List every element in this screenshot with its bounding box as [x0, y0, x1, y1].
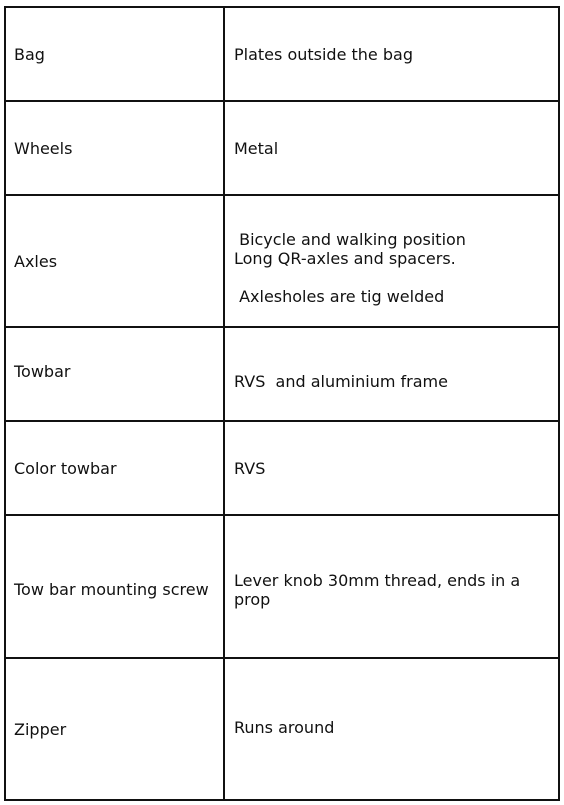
table-row [5, 421, 559, 515]
row-value-blank-line [234, 268, 548, 287]
row-value-line: Long QR-axles and spacers. [234, 249, 456, 268]
row-label [5, 327, 224, 421]
row-value-text: Metal [234, 138, 279, 158]
row-value [224, 7, 559, 101]
row-value-line: prop [234, 589, 271, 609]
row-label-text: Wheels [14, 138, 73, 158]
row-value-line: Bicycle and walking position [234, 230, 466, 249]
row-label-text: Color towbar [14, 458, 117, 478]
table-row [5, 195, 559, 327]
row-label-text: Bag [14, 44, 45, 64]
row-value [224, 101, 559, 195]
row-value [224, 327, 559, 421]
row-label [5, 7, 224, 101]
row-label-text: Axles [14, 251, 58, 271]
table-row [5, 658, 559, 800]
row-label-text: Towbar [14, 361, 71, 381]
row-label-text: Zipper [14, 719, 67, 739]
table-row [5, 101, 559, 195]
row-value [224, 658, 559, 800]
row-value-blank-line [234, 353, 548, 372]
table-row [5, 327, 559, 421]
row-label [5, 195, 224, 327]
row-value-text: RVS [234, 458, 266, 478]
row-label-text: Tow bar mounting screw [14, 580, 209, 599]
row-value [224, 421, 559, 515]
specifications-table [4, 6, 560, 801]
row-label [5, 421, 224, 515]
table-row [5, 7, 559, 101]
row-value-text: Plates outside the bag [234, 44, 413, 64]
row-label [5, 515, 224, 658]
row-label [5, 101, 224, 195]
table-row [5, 515, 559, 658]
row-label [5, 658, 224, 800]
row-value-text: RVS and aluminium frame [234, 372, 448, 391]
row-value-text: Runs around [234, 717, 335, 737]
row-value-line: Lever knob 30mm thread, ends in a [234, 570, 521, 590]
row-value [224, 195, 559, 327]
row-value-line: Axlesholes are tig welded [234, 287, 445, 306]
row-value [224, 515, 559, 658]
